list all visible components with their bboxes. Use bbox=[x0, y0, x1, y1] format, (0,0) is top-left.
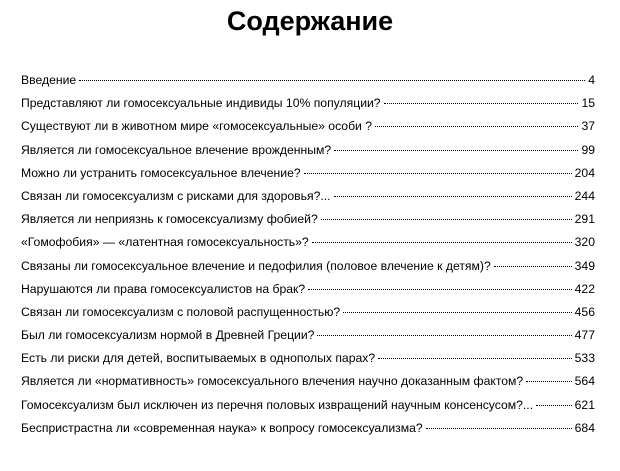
toc-entry-page: 422 bbox=[574, 281, 595, 296]
toc-entry-title: Гомосексуализм был исключен из перечня половых извращений научным консенсусом?... bbox=[21, 397, 534, 412]
dot-leader bbox=[334, 150, 578, 151]
toc-entry-title: Был ли гомосексуализм нормой в Древней Греции? bbox=[21, 328, 315, 343]
toc-entry-title: Является ли неприязнь к гомосексуализму фобией? bbox=[21, 212, 318, 227]
toc-entry-page: 99 bbox=[581, 142, 595, 157]
toc-entry-title: Существуют ли в животном мире «гомосексуальные» особи ? bbox=[21, 119, 373, 134]
toc-entry[interactable] bbox=[21, 370, 595, 393]
toc-entry-page: 477 bbox=[574, 328, 595, 343]
toc-entry-page: 4 bbox=[588, 73, 595, 87]
toc-entry-page: 37 bbox=[581, 119, 595, 134]
toc-entry[interactable] bbox=[21, 115, 595, 138]
toc-entry-title: Является ли гомосексуальное влечение врожденным? bbox=[21, 142, 332, 157]
toc-entry-page: 533 bbox=[574, 351, 595, 366]
dot-leader bbox=[308, 289, 572, 290]
dot-leader bbox=[378, 358, 572, 359]
toc-entry[interactable] bbox=[21, 69, 595, 92]
table-of-contents bbox=[21, 69, 595, 440]
toc-entry-title: «Гомофобия» — «латентная гомосексуальность»? bbox=[21, 235, 309, 250]
dot-leader bbox=[375, 126, 578, 127]
dot-leader bbox=[526, 381, 571, 382]
toc-entry-page: 204 bbox=[574, 165, 595, 180]
dot-leader bbox=[304, 173, 572, 174]
toc-entry[interactable] bbox=[21, 394, 595, 417]
toc-entry[interactable] bbox=[21, 162, 595, 185]
dot-leader bbox=[312, 242, 572, 243]
toc-entry[interactable] bbox=[21, 347, 595, 370]
toc-entry[interactable] bbox=[21, 231, 595, 254]
toc-entry-title: Является ли «нормативность» гомосексуального влечения научно доказанным фактом? bbox=[21, 374, 524, 389]
dot-leader bbox=[494, 266, 572, 267]
toc-entry-title: Есть ли риски для детей, воспитываемых в однополых парах? bbox=[21, 351, 376, 366]
toc-entry[interactable] bbox=[21, 301, 595, 324]
dot-leader bbox=[426, 428, 572, 429]
toc-entry[interactable] bbox=[21, 185, 595, 208]
toc-entry-page: 15 bbox=[581, 96, 595, 111]
toc-entry-title: Связаны ли гомосексуальное влечение и педофилия (половое влечение к детям)? bbox=[21, 258, 491, 273]
dot-leader bbox=[334, 196, 572, 197]
dot-leader bbox=[321, 219, 572, 220]
toc-entry-title: Беспристрастна ли «современная наука» к вопросу гомосексуализма? bbox=[21, 420, 423, 435]
page-title: Содержание bbox=[226, 6, 394, 36]
toc-entry-title: Можно ли устранить гомосексуальное влечение? bbox=[21, 165, 301, 180]
toc-entry[interactable] bbox=[21, 417, 595, 440]
toc-entry-page: 349 bbox=[574, 258, 595, 273]
toc-entry-title: Связан ли гомосексуализм с половой распущенностью? bbox=[21, 304, 341, 319]
toc-entry[interactable] bbox=[21, 139, 595, 162]
toc-entry[interactable] bbox=[21, 208, 595, 231]
toc-entry-page: 621 bbox=[574, 397, 595, 412]
toc-entry-page: 456 bbox=[574, 304, 595, 319]
toc-entry[interactable] bbox=[21, 255, 595, 278]
toc-entry-page: 564 bbox=[574, 374, 595, 389]
toc-entry[interactable] bbox=[21, 324, 595, 347]
toc-entry-title: Введение bbox=[21, 73, 77, 87]
dot-leader bbox=[536, 405, 572, 406]
toc-entry-page: 320 bbox=[574, 235, 595, 250]
toc-entry-page: 291 bbox=[574, 212, 595, 227]
toc-entry-title: Нарушаются ли права гомосексуалистов на брак? bbox=[21, 281, 306, 296]
toc-entry[interactable] bbox=[21, 278, 595, 301]
dot-leader bbox=[317, 335, 571, 336]
toc-entry-title: Связан ли гомосексуализм с рисками для здоровья?... bbox=[21, 188, 331, 203]
dot-leader bbox=[343, 312, 571, 313]
dot-leader bbox=[79, 80, 585, 81]
dot-leader bbox=[384, 103, 579, 104]
toc-entry-title: Представляют ли гомосексуальные индивиды 10% популяции? bbox=[21, 96, 381, 111]
toc-entry-page: 684 bbox=[574, 420, 595, 435]
toc-entry-page: 244 bbox=[574, 188, 595, 203]
toc-entry[interactable] bbox=[21, 92, 595, 115]
